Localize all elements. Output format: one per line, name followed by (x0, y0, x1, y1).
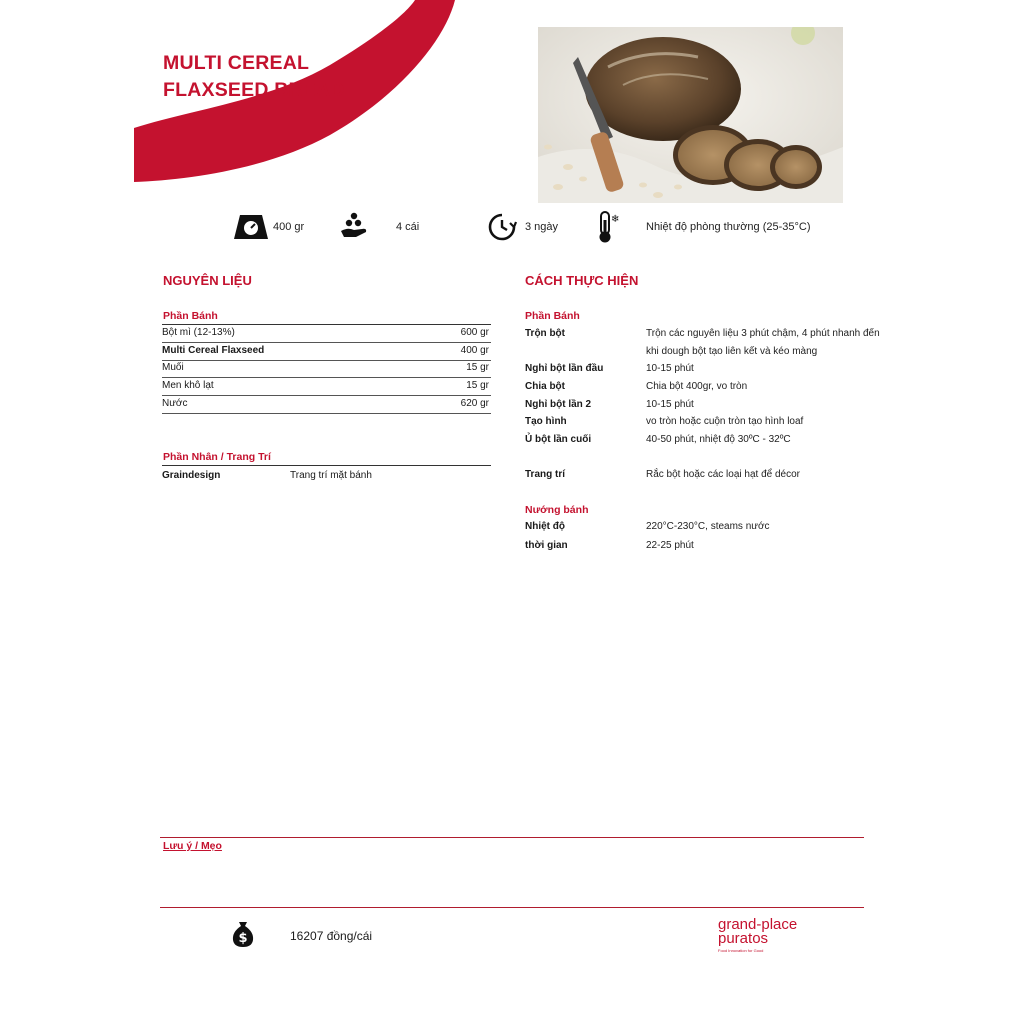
brand-tagline: Food Innovation for Good (718, 948, 764, 953)
notes-heading: Lưu ý / Mẹo (163, 840, 222, 852)
step-description: Rắc bột hoặc các loại hạt để décor (646, 469, 800, 480)
step-description: 220°C-230°C, steams nước (646, 521, 770, 532)
step-name: Trang trí (525, 469, 566, 480)
step-name: thời gian (525, 540, 568, 551)
svg-text:$: $ (238, 931, 248, 946)
step-name: Nhiệt độ (525, 521, 565, 532)
baking-heading: Nướng bánh (525, 504, 589, 516)
topping-description: Trang trí mặt bánh (290, 470, 372, 481)
step-description: 40-50 phút, nhiệt độ 30ºC - 32ºC (646, 434, 791, 445)
step-description: 10-15 phút (646, 363, 694, 374)
ingredient-name: Nước (162, 397, 188, 409)
puratos-logo (718, 918, 838, 953)
ingredient-name: Men khô lạt (162, 380, 214, 392)
brand-line-2: puratos (718, 930, 769, 947)
step-description: Chia bột 400gr, vo tròn (646, 381, 748, 392)
svg-text:❄: ❄ (611, 214, 620, 225)
ingredient-row (162, 396, 491, 414)
yield-text: 4 cái (396, 221, 420, 233)
ingredient-row (162, 360, 491, 378)
divider (162, 465, 491, 466)
ingredient-name: Multi Cereal Flaxseed (162, 344, 265, 356)
ingredient-quantity: 400 gr (460, 344, 489, 356)
ingredients-heading: NGUYÊN LIỆU (163, 273, 252, 288)
shelf-life-text: 3 ngày (525, 221, 559, 233)
clock-icon (487, 212, 517, 242)
ingredient-name: Bột mì (12-13%) (162, 327, 235, 338)
ingredient-quantity: 15 gr (466, 380, 489, 392)
money-bag-icon (230, 920, 256, 948)
topping-name: Graindesign (162, 470, 221, 481)
storage-text: Nhiệt độ phòng thường (25-35°C) (646, 221, 811, 233)
step-name: Chia bột (525, 381, 565, 392)
dough-ingredients-heading: Phần Bánh (163, 310, 218, 322)
ingredient-quantity: 600 gr (460, 327, 489, 338)
scale-icon (232, 211, 270, 241)
brand-line-1: grand-place (718, 916, 798, 933)
title-line-1: MULTI CEREAL (163, 52, 310, 74)
method-dough-heading: Phần Bánh (525, 310, 580, 322)
step-description: Trộn các nguyên liệu 3 phút chậm, 4 phút nhanh đến khi dough bột tạo liên kết và kéo màng (646, 328, 880, 357)
step-name: Trộn bột (525, 328, 565, 339)
thermometer-icon (596, 210, 622, 244)
step-description: vo tròn hoặc cuộn tròn tạo hình loaf (646, 416, 804, 427)
ingredient-row (162, 325, 491, 343)
step-description: 10-15 phút (646, 399, 694, 410)
cost-text: 16207 đồng/cái (290, 929, 373, 943)
topping-heading: Phần Nhân / Trang Trí (163, 451, 271, 463)
recipe-title (163, 50, 345, 104)
step-description: 22-25 phút (646, 540, 694, 551)
step-name: Nghỉ bột lần 2 (525, 399, 592, 410)
weight-text: 400 gr (273, 221, 305, 233)
method-heading: CÁCH THỰC HIỆN (525, 273, 639, 288)
ingredient-name: Muối (162, 362, 184, 374)
divider (160, 907, 864, 908)
ingredient-row (162, 378, 491, 396)
step-name: Nghỉ bột lần đầu (525, 363, 604, 374)
divider (160, 837, 864, 838)
ingredient-quantity: 620 gr (460, 397, 489, 409)
step-name: Tạo hình (525, 416, 567, 427)
title-line-2: FLAXSEED BREAD (163, 79, 345, 101)
ingredient-row (162, 343, 491, 361)
step-name: Ủ bột lần cuối (525, 434, 592, 445)
hand-coins-icon (340, 211, 368, 239)
bread-loaf-photo (538, 27, 843, 203)
ingredient-quantity: 15 gr (466, 362, 489, 374)
